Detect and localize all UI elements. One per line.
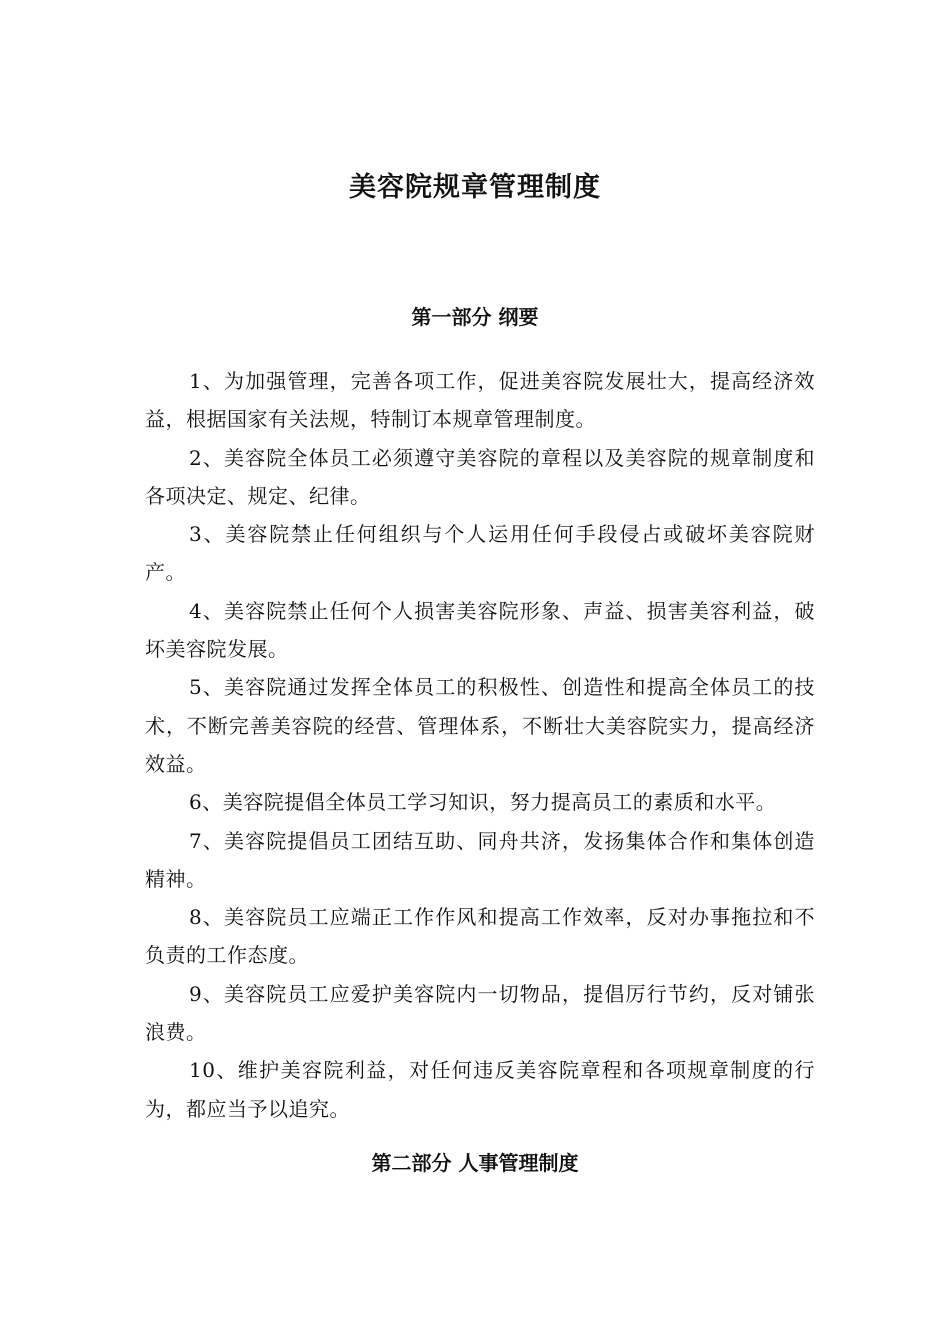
section-body-outline [145, 362, 815, 1128]
section-heading-personnel: 第二部分 人事管理制度 [371, 1151, 579, 1175]
paragraph-5: 5、美容院通过发挥全体员工的积极性、创造性和提高全体员工的技术，不断完善美容院的经营、管理体系，不断壮大美容院实力，提高经济效益。 [145, 675, 815, 776]
paragraph-7: 7、美容院提倡员工团结互助、同舟共济，发扬集体合作和集体创造精神。 [145, 828, 815, 891]
paragraph-1: 1、为加强管理，完善各项工作，促进美容院发展壮大，提高经济效益，根据国家有关法规，特制订本规章管理制度。 [145, 369, 815, 432]
document-title: 美容院规章管理制度 [349, 172, 601, 203]
paragraph-4: 4、美容院禁止任何个人损害美容院形象、声益、损害美容利益，破坏美容院发展。 [145, 598, 815, 662]
paragraph-8: 8、美容院员工应端正工作作风和提高工作效率，反对办事拖拉和不负责的工作态度。 [145, 905, 815, 968]
paragraph-2: 2、美容院全体员工必须遵守美容院的章程以及美容院的规章制度和各项决定、规定、纪律。 [145, 445, 815, 508]
paragraph-3: 3、美容院禁止任何组织与个人运用任何手段侵占或破坏美容院财产。 [145, 522, 815, 585]
section-heading-outline: 第一部分 纲要 [411, 305, 539, 329]
paragraph-9: 9、美容院员工应爱护美容院内一切物品，提倡厉行节约，反对铺张浪费。 [145, 981, 815, 1045]
paragraph-6: 6、美容院提倡全体员工学习知识，努力提高员工的素质和水平。 [189, 790, 777, 815]
paragraph-10: 10、维护美容院利益，对任何违反美容院章程和各项规章制度的行为，都应当予以追究。 [145, 1058, 815, 1121]
